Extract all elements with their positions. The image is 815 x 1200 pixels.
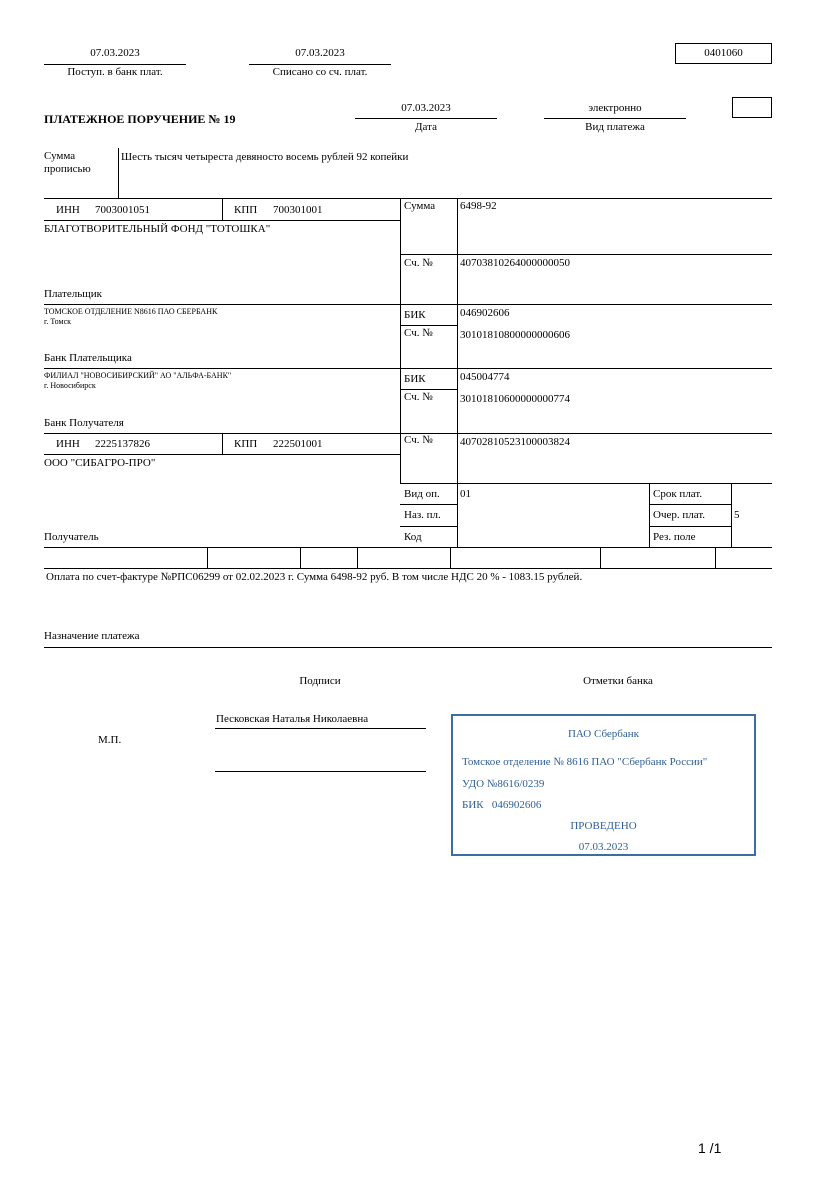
priority-value: 5 xyxy=(734,509,740,521)
payer-bik: 046902606 xyxy=(460,307,510,319)
recipient-bik-label: БИК xyxy=(404,373,426,385)
divider xyxy=(44,647,772,648)
page-number: 1 /1 xyxy=(698,1140,722,1156)
recipient-bik: 045004774 xyxy=(460,371,510,383)
divider xyxy=(649,504,731,505)
recipient-label: Получатель xyxy=(44,531,99,543)
recipient-corr-label: Сч. № xyxy=(404,391,433,403)
divider xyxy=(44,304,772,305)
recipient-kpp: 222501001 xyxy=(273,438,323,450)
signatures-label: Подписи xyxy=(299,675,341,687)
recipient-bank-label: Банк Получателя xyxy=(44,417,124,429)
divider xyxy=(450,547,451,568)
payment-type-label: Вид платежа xyxy=(585,121,645,133)
payer-bik-label: БИК xyxy=(404,309,426,321)
document-date: 07.03.2023 xyxy=(401,102,451,114)
divider xyxy=(400,483,772,484)
stamp-bank-name: ПАО Сбербанк xyxy=(567,728,640,740)
divider xyxy=(400,389,457,390)
recipient-account: 40702810523100003824 xyxy=(460,436,570,448)
divider xyxy=(649,483,650,548)
payer-bank-label: Банк Плательщика xyxy=(44,352,132,364)
signer-name: Песковская Наталья Николаевна xyxy=(216,713,369,725)
divider xyxy=(715,547,716,568)
payer-account: 40703810264000000050 xyxy=(460,257,570,269)
payer-inn: 7003001051 xyxy=(95,204,150,216)
divider xyxy=(457,198,458,548)
divider xyxy=(118,148,119,198)
recipient-corr-account: 30101810600000000774 xyxy=(460,393,570,405)
divider xyxy=(400,504,457,505)
purpose-code-label: Наз. пл. xyxy=(404,509,441,521)
divider xyxy=(44,547,772,548)
payer-bank-city: г. Томск xyxy=(44,317,72,326)
recipient-bank-name: ФИЛИАЛ "НОВОСИБИРСКИЙ" АО "АЛЬФА-БАНК" xyxy=(44,371,232,380)
purpose-label: Назначение платежа xyxy=(44,630,140,642)
stamp-office: УДО №8616/0239 xyxy=(462,778,545,790)
payer-name: БЛАГОТВОРИТЕЛЬНЫЙ ФОНД "ТОТОШКА" xyxy=(44,223,271,235)
divider xyxy=(731,483,732,548)
form-code: 0401060 xyxy=(675,43,772,64)
payer-account-label: Сч. № xyxy=(404,257,433,269)
divider xyxy=(600,547,601,568)
recipient-name: ООО "СИБАГРО-ПРО" xyxy=(44,457,156,469)
recipient-inn: 2225137826 xyxy=(95,438,150,450)
stamp-branch: Томское отделение № 8616 ПАО "Сбербанк России" xyxy=(462,756,708,768)
bank-stamp xyxy=(451,714,756,856)
divider xyxy=(400,254,772,255)
recipient-kpp-label: КПП xyxy=(234,438,258,450)
amount-label: Сумма xyxy=(404,200,436,212)
date-received: 07.03.2023 xyxy=(90,47,140,59)
payer-inn-label: ИНН xyxy=(56,204,80,216)
divider xyxy=(400,325,457,326)
status-box xyxy=(732,97,772,118)
stamp-status: ПРОВЕДЕНО xyxy=(570,820,637,832)
stamp-date: 07.03.2023 xyxy=(578,841,629,853)
payment-type: электронно xyxy=(588,102,642,114)
divider xyxy=(44,198,772,199)
divider xyxy=(222,198,223,220)
recipient-account-label: Сч. № xyxy=(404,434,433,446)
priority-label: Очер. плат. xyxy=(653,509,706,521)
divider xyxy=(400,526,457,527)
divider xyxy=(222,433,223,454)
divider xyxy=(357,547,358,568)
reserved-label: Рез. поле xyxy=(653,531,696,543)
purpose-text: Оплата по счет-фактуре №РПС06299 от 02.02.2023 г. Сумма 6498-92 руб. В том числе НДС 20 % - 1083.15 рублей. xyxy=(46,571,583,583)
amount-value: 6498-92 xyxy=(460,200,497,212)
signature-line xyxy=(215,771,426,772)
payer-label: Плательщик xyxy=(44,288,102,300)
divider xyxy=(44,368,772,369)
recipient-inn-label: ИНН xyxy=(56,438,80,450)
amount-words-value: Шесть тысяч четыреста девяносто восемь рублей 92 копейки xyxy=(121,151,409,163)
op-type: 01 xyxy=(460,488,471,500)
divider xyxy=(544,118,686,119)
payer-bank-name: ТОМСКОЕ ОТДЕЛЕНИЕ N8616 ПАО СБЕРБАНК xyxy=(44,307,218,316)
date-received-label: Поступ. в банк плат. xyxy=(67,66,163,78)
document-date-label: Дата xyxy=(415,121,437,133)
document-title: ПЛАТЕЖНОЕ ПОРУЧЕНИЕ № 19 xyxy=(44,112,236,126)
divider xyxy=(300,547,301,568)
date-debited-label: Списано со сч. плат. xyxy=(272,66,368,78)
seal-label: М.П. xyxy=(98,734,122,746)
divider xyxy=(249,64,391,65)
bank-marks-label: Отметки банка xyxy=(583,675,653,687)
amount-words-label: Сумма прописью xyxy=(44,150,91,175)
payer-corr-account: 30101810800000000606 xyxy=(460,329,570,341)
stamp-bik: БИК 046902606 xyxy=(462,799,542,811)
divider xyxy=(44,64,186,65)
code-label: Код xyxy=(404,531,422,543)
divider xyxy=(44,568,772,569)
divider xyxy=(355,118,497,119)
divider xyxy=(207,547,208,568)
divider xyxy=(649,526,731,527)
payer-kpp: 700301001 xyxy=(273,204,323,216)
date-debited: 07.03.2023 xyxy=(295,47,345,59)
payer-corr-label: Сч. № xyxy=(404,327,433,339)
divider xyxy=(44,220,400,221)
divider xyxy=(44,454,400,455)
op-type-label: Вид оп. xyxy=(404,488,440,500)
signature-line xyxy=(215,728,426,729)
recipient-bank-city: г. Новосибирск xyxy=(44,381,96,390)
term-label: Срок плат. xyxy=(653,488,703,500)
payer-kpp-label: КПП xyxy=(234,204,258,216)
divider xyxy=(400,198,401,483)
